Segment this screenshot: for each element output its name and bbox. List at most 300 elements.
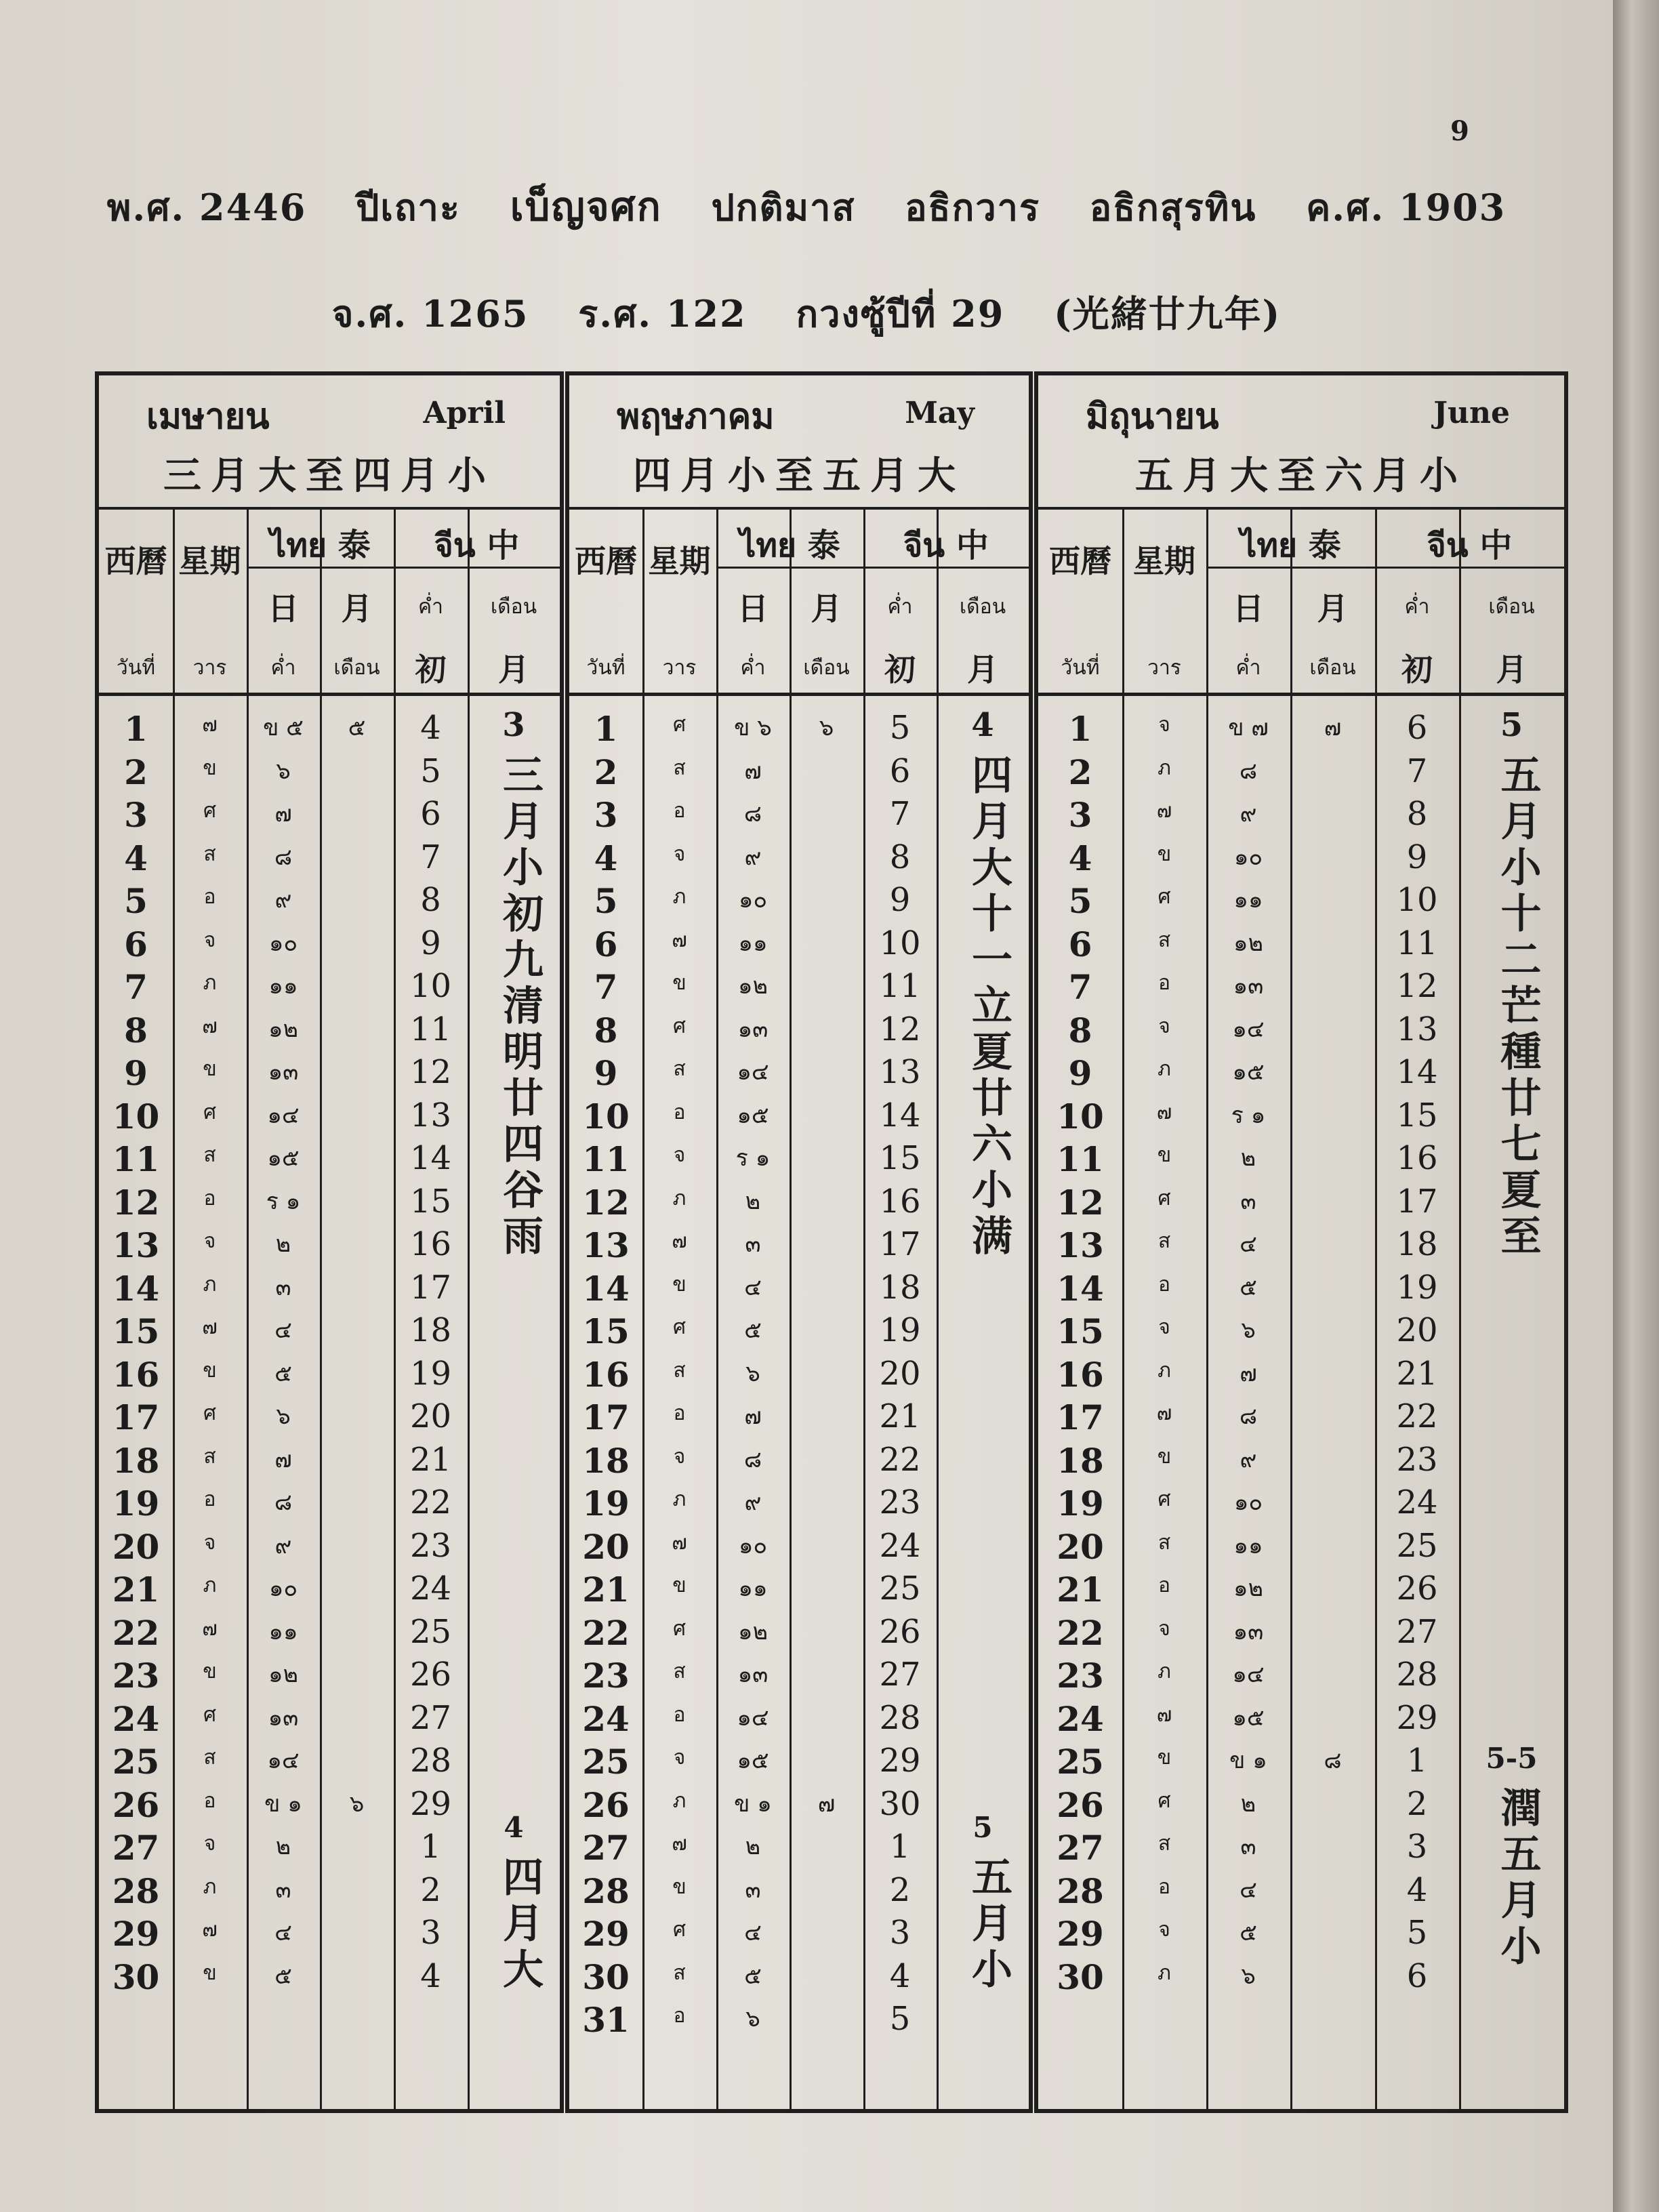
chinese-lunar-day: 28: [879, 1698, 921, 1737]
chinese-lunar-day: 18: [1396, 1225, 1438, 1263]
thai-lunar-day: ๙: [744, 1489, 762, 1516]
thai-lunar-day: ๘: [1239, 757, 1258, 785]
weekday-code: ๗: [1156, 1401, 1172, 1425]
thai-lunar-day: ๘: [743, 1446, 762, 1473]
header-chinese-day-sub: ค่ำ: [887, 595, 913, 619]
thai-lunar-day: ๙: [744, 843, 762, 871]
thai-lunar-day: ๘: [1239, 1403, 1258, 1430]
chinese-lunar-day: 2: [889, 1870, 911, 1909]
thai-lunar-day: ๘: [743, 800, 762, 827]
column-divider: [790, 510, 792, 2109]
thai-lunar-day: ๑๕: [737, 1747, 769, 1774]
chinese-month-mark: 5: [972, 1810, 993, 1844]
day-number: 25: [1057, 1742, 1104, 1782]
day-number: 22: [582, 1612, 630, 1653]
day-number: 3: [1068, 795, 1092, 835]
header-month-type: ปกติมาส: [711, 186, 856, 229]
weekday-code: ส: [203, 1746, 216, 1769]
weekday-code: ข: [672, 1272, 687, 1296]
day-number: 21: [582, 1570, 630, 1610]
thai-lunar-day: ๘: [274, 843, 293, 871]
thai-lunar-day: ๕: [744, 1317, 762, 1344]
month-english-name: June: [1433, 396, 1510, 430]
weekday-code: ข: [1157, 1444, 1172, 1469]
day-number: 29: [582, 1914, 630, 1954]
thai-lunar-day: ๔: [1240, 1876, 1257, 1904]
thai-lunar-day: ร ๑: [266, 1187, 301, 1215]
weekday-code: ศ: [203, 1100, 217, 1124]
header-weekday-sub: วาร: [662, 656, 697, 680]
chinese-lunar-day: 3: [889, 1914, 911, 1952]
header-thai-month: 月: [1317, 590, 1349, 627]
chinese-lunar-day: 25: [409, 1612, 452, 1651]
weekday-code: ข: [672, 971, 687, 995]
chinese-month-number: 3: [502, 706, 525, 744]
chinese-lunar-day: 22: [1396, 1397, 1438, 1435]
day-number: 5: [1068, 881, 1092, 921]
header-western-sub: วันที่: [116, 656, 156, 680]
weekday-code: ส: [673, 1358, 686, 1382]
day-number: 4: [594, 838, 618, 878]
day-number: 21: [1057, 1570, 1104, 1610]
chinese-lunar-day: 18: [879, 1268, 921, 1307]
weekday-code: อ: [673, 1702, 686, 1727]
day-number: 10: [112, 1096, 160, 1136]
thai-lunar-day: ๙: [274, 1532, 292, 1559]
chinese-lunar-day: 14: [879, 1096, 921, 1134]
chinese-lunar-day: 24: [879, 1526, 921, 1565]
weekday-code: อ: [203, 1488, 216, 1511]
weekday-code: อ: [1158, 1875, 1171, 1899]
thai-lunar-day: ข ๖: [734, 714, 772, 741]
chinese-lunar-day: 16: [1396, 1139, 1438, 1177]
day-number: 30: [1057, 1957, 1104, 1997]
thai-lunar-day: ๑๐: [738, 1532, 768, 1559]
weekday-code: จ: [203, 928, 216, 952]
weekday-code: ข: [1157, 842, 1172, 866]
chinese-lunar-day: 10: [409, 967, 452, 1005]
chinese-lunar-day: 12: [879, 1010, 921, 1048]
chinese-lunar-day: 21: [879, 1397, 921, 1435]
thai-lunar-day: ๑๓: [268, 1059, 299, 1086]
thai-lunar-day: ๗: [1240, 1359, 1257, 1387]
weekday-code: ภ: [203, 1875, 217, 1899]
day-number: 26: [582, 1784, 630, 1825]
day-number: 9: [1068, 1053, 1092, 1093]
day-number: 27: [1057, 1828, 1104, 1868]
chinese-lunar-day: 7: [1406, 752, 1428, 790]
thai-lunar-day: ๖: [1241, 1317, 1256, 1344]
thai-lunar-day: ๓: [745, 1876, 761, 1904]
thai-lunar-day: ๓: [745, 1231, 761, 1258]
month-english-name: April: [423, 396, 506, 430]
thai-lunar-day: ๑๔: [267, 1747, 300, 1774]
thai-lunar-day: ๔: [274, 1919, 292, 1946]
thai-lunar-day: ๔: [274, 1317, 292, 1344]
thai-lunar-day: ๕: [1240, 1919, 1257, 1946]
weekday-code: ข: [1157, 1746, 1172, 1769]
header-day-type: อธิกวาร: [905, 186, 1040, 229]
weekday-code: ศ: [1158, 1788, 1171, 1813]
thai-lunar-day: ร ๑: [1231, 1101, 1266, 1129]
chinese-lunar-day: 23: [1396, 1440, 1438, 1479]
thai-lunar-day: ๕: [1240, 1273, 1257, 1301]
thai-lunar-day: ๑๓: [737, 1015, 769, 1043]
day-number: 17: [1057, 1397, 1104, 1437]
weekday-code: ข: [203, 1660, 217, 1683]
header-western-sub: วันที่: [586, 656, 626, 680]
thai-lunar-day: ๑๒: [268, 1661, 298, 1688]
header-western: 西曆: [1049, 543, 1111, 579]
header-weekday: 星期: [1133, 543, 1195, 579]
thai-lunar-day: ข ๑: [264, 1790, 302, 1818]
chinese-lunar-day: 4: [420, 709, 441, 747]
chinese-lunar-day: 20: [409, 1397, 452, 1435]
day-number: 11: [112, 1139, 160, 1179]
month-june: [1034, 371, 1568, 2113]
day-number: 27: [582, 1828, 630, 1868]
thai-lunar-day: ๒: [745, 1833, 761, 1860]
month-chinese-heading: 五月大至六月小: [1135, 453, 1467, 498]
chinese-month-annotation: 四月大十一立夏廿六小满: [965, 754, 1012, 1261]
chinese-lunar-day: 26: [1396, 1570, 1438, 1607]
day-number: 2: [124, 752, 148, 792]
thai-lunar-day: ข ๕: [263, 714, 304, 741]
header-thai-day-sub: ค่ำ: [270, 656, 296, 680]
day-number: 13: [1057, 1225, 1104, 1265]
thai-lunar-day: ๑๑: [738, 1575, 768, 1602]
day-number: 11: [1057, 1139, 1104, 1179]
weekday-code: จ: [1158, 1616, 1170, 1641]
chinese-lunar-day: 7: [420, 838, 441, 876]
thai-lunar-day: ๑๕: [737, 1101, 769, 1129]
day-number: 23: [112, 1656, 160, 1696]
header-chinese-month-sub: เดือน: [1488, 595, 1535, 619]
chinese-month-annotation-2: 潤五月小: [1494, 1786, 1542, 1971]
weekday-code: ส: [1158, 1530, 1171, 1555]
day-number: 25: [112, 1742, 160, 1782]
header-line-2: [0, 285, 1613, 343]
thai-lunar-day: ๑๔: [267, 1101, 300, 1129]
chinese-month-annotation: 三月小初九清明廿四谷雨: [496, 754, 544, 1261]
chinese-lunar-day: 27: [409, 1698, 452, 1737]
thai-month-mark: ๘: [1324, 1747, 1342, 1774]
weekday-code: ส: [673, 1961, 686, 1985]
header-weekday-sub: วาร: [1147, 656, 1181, 680]
weekday-code: ศ: [203, 1702, 217, 1727]
chinese-lunar-day: 11: [409, 1010, 452, 1048]
weekday-code: ข: [203, 756, 217, 780]
chinese-month-annotation-2: 五月小: [965, 1855, 1012, 1994]
chinese-lunar-day: 3: [1406, 1828, 1428, 1866]
day-number: 28: [112, 1870, 160, 1911]
chinese-lunar-day: 1: [889, 1828, 911, 1866]
weekday-code: ๗: [1156, 1100, 1172, 1124]
chinese-lunar-day: 30: [879, 1784, 921, 1823]
month-may: [565, 371, 1033, 2113]
weekday-code: ศ: [1158, 1488, 1171, 1511]
thai-lunar-day: ๒: [1240, 1145, 1256, 1172]
weekday-code: ภ: [1158, 1961, 1171, 1985]
month-april: [95, 371, 564, 2113]
day-number: 24: [1057, 1698, 1104, 1739]
thai-lunar-day: ๗: [744, 1403, 762, 1430]
column-divider: [642, 510, 644, 2109]
chinese-lunar-day: 6: [420, 795, 441, 833]
day-number: 23: [1057, 1656, 1104, 1696]
month-thai-name: พฤษภาคม: [617, 396, 775, 437]
header-line-1: [0, 175, 1613, 238]
chinese-lunar-day: 24: [409, 1570, 452, 1607]
header-western-sub: วันที่: [1061, 656, 1100, 680]
day-number: 20: [1057, 1526, 1104, 1567]
weekday-code: ศ: [672, 713, 687, 737]
thai-lunar-day: ๔: [744, 1919, 762, 1946]
header-chinese-day-sub: ค่ำ: [418, 595, 443, 619]
chinese-lunar-day: 2: [420, 1870, 441, 1909]
column-divider: [247, 510, 249, 2109]
column-divider: [320, 510, 322, 2109]
chinese-lunar-day: 13: [1396, 1010, 1438, 1048]
thai-lunar-day: ๑๔: [737, 1059, 769, 1086]
chinese-lunar-day: 19: [409, 1354, 452, 1393]
day-number: 20: [112, 1526, 160, 1567]
header-chinese-day: 初: [1401, 651, 1433, 688]
chinese-lunar-day: 4: [1406, 1870, 1428, 1909]
weekday-code: ภ: [672, 1186, 687, 1210]
thai-lunar-day: ๖: [276, 757, 291, 785]
weekday-code: ๗: [202, 1014, 218, 1038]
day-number: 12: [1057, 1182, 1104, 1223]
chinese-lunar-day: 22: [409, 1483, 452, 1521]
day-number: 18: [582, 1440, 630, 1481]
thai-lunar-day: ๑๒: [268, 1015, 298, 1043]
header-thai-day-sub: ค่ำ: [740, 656, 766, 680]
thai-lunar-day: ข ๗: [1228, 714, 1269, 741]
chinese-lunar-day: 4: [420, 1957, 441, 1995]
weekday-code: ภ: [1158, 1660, 1171, 1683]
day-number: 6: [594, 924, 618, 964]
chinese-lunar-day: 14: [409, 1139, 452, 1177]
thai-lunar-day: ๑๕: [267, 1145, 300, 1172]
chinese-lunar-day: 6: [889, 752, 911, 790]
day-number: 14: [582, 1268, 630, 1309]
chinese-lunar-day: 7: [889, 795, 911, 833]
chinese-lunar-day: 5: [420, 752, 441, 790]
day-number: 29: [112, 1914, 160, 1954]
month-chinese-heading: 三月大至四月小: [163, 453, 495, 498]
weekday-code: ส: [1158, 1229, 1171, 1253]
weekday-code: ๗: [672, 1530, 687, 1555]
thai-lunar-day: ๗: [274, 1446, 292, 1473]
weekday-code: จ: [1158, 713, 1170, 737]
header-chinese-month-sub: เดือน: [490, 595, 537, 619]
column-divider: [1290, 510, 1292, 2109]
weekday-code: ภ: [203, 1272, 217, 1296]
chinese-lunar-day: 11: [879, 967, 921, 1005]
chinese-lunar-day: 1: [420, 1828, 441, 1866]
thai-month-mark: ๖: [349, 1790, 365, 1818]
header-thai-day-sub: ค่ำ: [1235, 656, 1261, 680]
thai-lunar-day: ๑๑: [738, 929, 768, 957]
header-thai-day: 日: [268, 590, 299, 627]
weekday-code: ศ: [203, 799, 217, 823]
weekday-code: ภ: [1158, 1057, 1171, 1081]
thai-lunar-day: ๑๐: [268, 1575, 298, 1602]
header-thai-month-sub: เดือน: [333, 656, 380, 680]
weekday-code: ๗: [202, 713, 218, 737]
thai-lunar-day: ๓: [275, 1273, 291, 1301]
header-chinese-month: 月: [1496, 651, 1528, 688]
header-chinese-month: 月: [498, 651, 529, 688]
chinese-lunar-day: 10: [1396, 881, 1438, 919]
thai-lunar-day: ๒: [275, 1231, 291, 1258]
chinese-lunar-day: 25: [1396, 1526, 1438, 1565]
month-header: [99, 375, 560, 510]
thai-lunar-day: ๑๐: [1233, 843, 1263, 871]
weekday-code: ภ: [672, 885, 687, 909]
header-western: 西曆: [575, 543, 637, 579]
weekday-code: ๗: [202, 1315, 218, 1339]
day-number: 9: [594, 1053, 618, 1093]
thai-lunar-day: ๕: [274, 1962, 292, 1990]
thai-lunar-day: ๑๓: [1233, 1618, 1264, 1645]
weekday-code: อ: [1158, 1574, 1171, 1597]
day-number: 17: [582, 1397, 630, 1437]
header-decade-year: เบ็ญจศก: [510, 184, 662, 230]
column-divider: [1122, 510, 1124, 2109]
chinese-lunar-day: 13: [879, 1053, 921, 1091]
day-number: 26: [1057, 1784, 1104, 1825]
weekday-code: อ: [1158, 971, 1171, 995]
day-number: 4: [124, 838, 148, 878]
weekday-code: ภ: [203, 971, 217, 995]
day-number: 19: [112, 1483, 160, 1523]
chinese-lunar-day: 21: [1396, 1354, 1438, 1393]
day-number: 22: [1057, 1612, 1104, 1653]
thai-lunar-day: ๓: [275, 1876, 291, 1904]
header-chinese-month: 月: [967, 651, 998, 688]
thai-lunar-day: ๓: [1240, 1833, 1256, 1860]
weekday-code: อ: [673, 2004, 686, 2028]
chinese-lunar-day: 9: [420, 924, 441, 962]
thai-month-mark: ๗: [1324, 714, 1342, 741]
chinese-lunar-day: 15: [409, 1182, 452, 1221]
thai-lunar-day: ๑๑: [268, 972, 298, 1000]
day-number: 15: [112, 1311, 160, 1351]
thai-lunar-day: ๑๑: [1233, 1532, 1263, 1559]
thai-lunar-day: ข ๑: [734, 1790, 772, 1818]
thai-lunar-day: ๖: [745, 1359, 760, 1387]
weekday-code: อ: [673, 1401, 686, 1425]
day-number: 19: [582, 1483, 630, 1523]
chinese-lunar-day: 11: [1396, 924, 1438, 962]
day-number: 11: [582, 1139, 630, 1179]
thai-lunar-day: ๑๕: [1232, 1704, 1265, 1732]
chinese-lunar-day: 5: [1406, 1914, 1428, 1952]
day-number: 8: [1068, 1010, 1092, 1050]
thai-lunar-day: ๑๓: [737, 1661, 769, 1688]
thai-lunar-day: ๑๒: [1233, 929, 1263, 957]
day-number: 14: [1057, 1268, 1104, 1309]
day-number: 10: [1057, 1096, 1104, 1136]
thai-lunar-day: ร ๑: [735, 1145, 771, 1172]
day-number: 3: [594, 795, 618, 835]
thai-lunar-day: ๒: [1240, 1790, 1256, 1818]
thai-lunar-day: ๔: [1240, 1231, 1257, 1258]
day-number: 25: [582, 1742, 630, 1782]
chinese-lunar-day: 19: [879, 1311, 921, 1349]
weekday-code: ส: [673, 1660, 686, 1683]
weekday-code: ภ: [672, 1488, 687, 1511]
column-divider: [716, 510, 718, 2109]
thai-lunar-day: ๖: [276, 1403, 291, 1430]
header-chinese-day: 初: [415, 651, 447, 688]
header-thai-month-sub: เดือน: [1309, 656, 1356, 680]
weekday-code: ศ: [672, 1616, 687, 1641]
day-number: 28: [1057, 1870, 1104, 1911]
weekday-code: ภ: [1158, 1358, 1171, 1382]
day-number: 31: [582, 2000, 630, 2040]
column-divider: [1375, 510, 1377, 2109]
day-number: 26: [112, 1784, 160, 1825]
day-number: 6: [124, 924, 148, 964]
weekday-code: ๗: [1156, 799, 1172, 823]
chinese-lunar-day: 8: [889, 838, 911, 876]
day-number: 10: [582, 1096, 630, 1136]
header-ad-year: ค.ศ. 1903: [1306, 186, 1507, 229]
weekday-code: ภ: [203, 1574, 217, 1597]
column-divider: [468, 510, 470, 2109]
chinese-lunar-day: 12: [409, 1053, 452, 1091]
day-number: 16: [112, 1354, 160, 1395]
thai-lunar-day: ๕: [744, 1962, 762, 1990]
thai-lunar-day: ๑๒: [1233, 1575, 1263, 1602]
chinese-lunar-day: 17: [879, 1225, 921, 1263]
header-leap-type: อธิกสุรทิน: [1089, 186, 1257, 229]
chinese-lunar-day: 28: [409, 1742, 452, 1780]
weekday-code: ๗: [202, 1918, 218, 1942]
month-thai-name: มิถุนายน: [1086, 396, 1219, 437]
chinese-lunar-day: 29: [879, 1742, 921, 1780]
chinese-lunar-day: 29: [1396, 1698, 1438, 1737]
day-number: 18: [1057, 1440, 1104, 1481]
chinese-lunar-day: 5: [889, 2000, 911, 2038]
weekday-code: ส: [203, 1143, 216, 1167]
thai-lunar-day: ๙: [274, 886, 292, 914]
thai-month-mark: ๕: [348, 714, 366, 741]
weekday-code: อ: [203, 1186, 216, 1210]
chinese-lunar-day: 13: [409, 1096, 452, 1134]
month-header: [569, 375, 1029, 510]
day-number: 24: [112, 1698, 160, 1739]
day-number: 28: [582, 1870, 630, 1911]
weekday-code: ศ: [1158, 885, 1171, 909]
thai-lunar-day: ๑๔: [1232, 1661, 1265, 1688]
weekday-code: อ: [203, 1788, 216, 1813]
chinese-lunar-day: 1: [1406, 1742, 1428, 1780]
day-number: 8: [594, 1010, 618, 1050]
day-number: 16: [582, 1354, 630, 1395]
chinese-lunar-day: 17: [409, 1268, 452, 1307]
weekday-code: จ: [673, 1746, 686, 1769]
month-english-name: May: [905, 396, 975, 430]
weekday-code: ศ: [1158, 1186, 1171, 1210]
header-thai-group: ไทย 泰: [1240, 527, 1341, 565]
weekday-code: ส: [673, 1057, 686, 1081]
day-number: 15: [582, 1311, 630, 1351]
weekday-code: ศ: [672, 1014, 687, 1038]
